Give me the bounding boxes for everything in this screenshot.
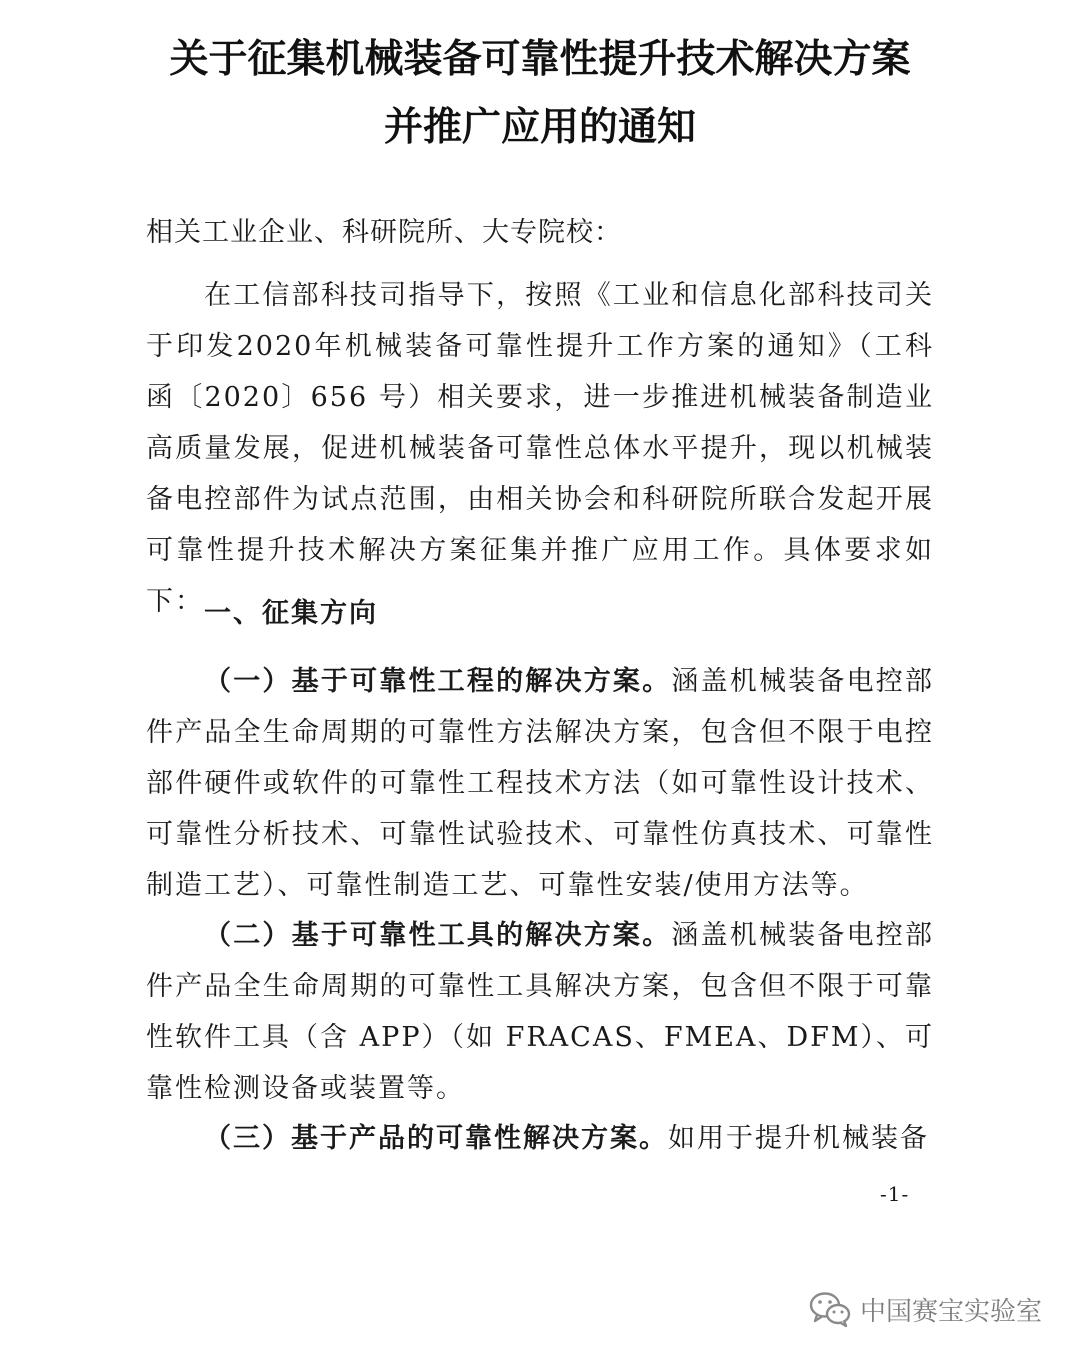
section-item-3 xyxy=(146,1113,934,1164)
salutation: 相关工业企业、科研院所、大专院校： xyxy=(146,217,622,248)
document-title-line-2: 并推广应用的通知 xyxy=(383,105,696,150)
intro-paragraph: 在工信部科技司指导下，按照《工业和信息化部科技司关于印发2020年机械装备可靠性提升工作方案的通知》（工科函〔2020〕656 号）相关要求，进一步推进机械装备制造业高质量发展，促进机械装备可靠性总体水平提升，现以机械装备电控部件为试点范围，由相关协会和科研院所联合发起开展可靠性提升技术解决方案征集并推广应用工作。具体要求如下： xyxy=(146,280,934,617)
section-item-1 xyxy=(146,656,934,911)
document-title-line-1: 关于征集机械装备可靠性提升技术解决方案 xyxy=(169,37,911,82)
section-item-2-lead: （二）基于可靠性工具的解决方案。 xyxy=(204,920,672,951)
wechat-icon xyxy=(808,1290,852,1328)
watermark xyxy=(808,1289,1042,1329)
page-number: -1- xyxy=(880,1182,910,1206)
watermark-text: 中国赛宝实验室 xyxy=(860,1296,1043,1327)
section-item-1-body: 涵盖机械装备电控部件产品全生命周期的可靠性方法解决方案，包含但不限于电控部件硬件或软件的可靠性工程技术方法（如可靠性设计技术、可靠性分析技术、可靠性试验技术、可靠性仿真技术、可靠性制造工艺）、可靠性制造工艺、可靠性安装/使用方法等。 xyxy=(146,666,935,901)
section-item-2 xyxy=(146,910,934,1114)
section-item-1-lead: （一）基于可靠性工程的解决方案。 xyxy=(204,666,672,697)
section-heading: 一、征集方向 xyxy=(204,598,378,629)
section-item-2-body: 涵盖机械装备电控部件产品全生命周期的可靠性工具解决方案，包含但不限于可靠性软件工具（含 APP）（如 FRACAS、FMEA、DFM）、可靠性检测设备或装置等。 xyxy=(146,920,935,1104)
section-item-3-body: 如用于提升机械装备 xyxy=(668,1123,929,1154)
section-item-3-lead: （三）基于产品的可靠性解决方案。 xyxy=(204,1123,668,1154)
